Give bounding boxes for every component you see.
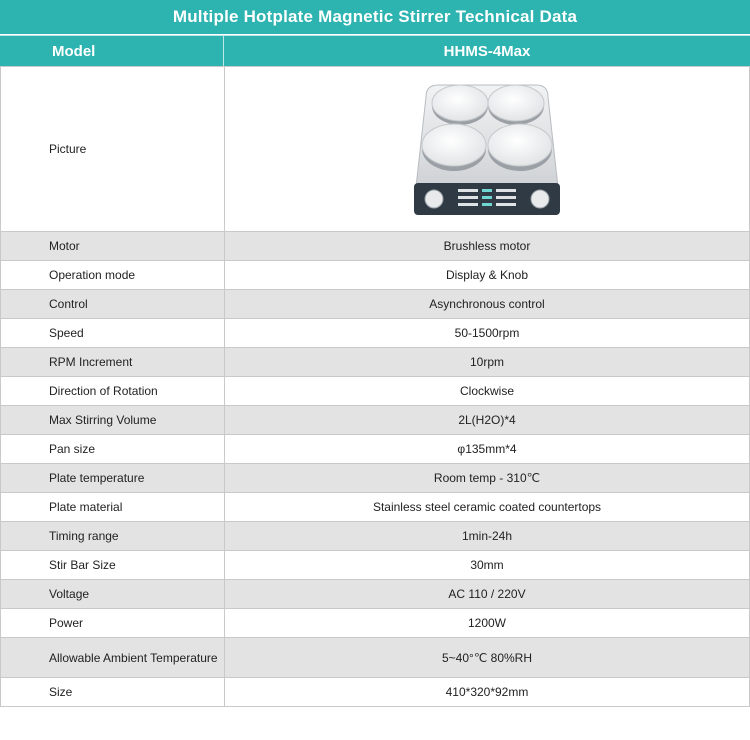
spec-label: Stir Bar Size: [1, 551, 225, 580]
spec-value: 410*320*92mm: [225, 678, 750, 707]
picture-label: Picture: [1, 67, 225, 232]
spec-label: Speed: [1, 319, 225, 348]
spec-table: [0, 66, 750, 707]
spec-label: Plate material: [1, 493, 225, 522]
spec-value: φ135mm*4: [225, 435, 750, 464]
spec-row: [1, 609, 750, 638]
model-header-row: [0, 35, 750, 66]
picture-row: [1, 67, 750, 232]
spec-row: [1, 638, 750, 678]
spec-row: [1, 261, 750, 290]
spec-label: Motor: [1, 232, 225, 261]
spec-label: Pan size: [1, 435, 225, 464]
spec-row: [1, 377, 750, 406]
spec-value: 2L(H2O)*4: [225, 406, 750, 435]
spec-value: Room temp - 310℃: [225, 464, 750, 493]
spec-label: Power: [1, 609, 225, 638]
model-value: HHMS-4Max: [443, 42, 531, 60]
spec-value: Display & Knob: [225, 261, 750, 290]
spec-value: Asynchronous control: [225, 290, 750, 319]
spec-label: Max Stirring Volume: [1, 406, 225, 435]
spec-label: Voltage: [1, 580, 225, 609]
spec-value: 50-1500rpm: [225, 319, 750, 348]
spec-label: Control: [1, 290, 225, 319]
spec-rows: [1, 232, 750, 707]
spec-row: [1, 493, 750, 522]
spec-value: Clockwise: [225, 377, 750, 406]
spec-row: [1, 232, 750, 261]
spec-value: AC 110 / 220V: [225, 580, 750, 609]
spec-label: Allowable Ambient Temperature: [1, 638, 225, 678]
spec-value: Brushless motor: [225, 232, 750, 261]
spec-row: [1, 551, 750, 580]
spec-label: Operation mode: [1, 261, 225, 290]
spec-label: Direction of Rotation: [1, 377, 225, 406]
spec-row: [1, 290, 750, 319]
spec-label: Size: [1, 678, 225, 707]
hotplate-stirrer-image: [412, 79, 562, 219]
spec-label: Plate temperature: [1, 464, 225, 493]
spec-value: 1min-24h: [225, 522, 750, 551]
spec-label: Timing range: [1, 522, 225, 551]
spec-row: [1, 522, 750, 551]
spec-row: [1, 580, 750, 609]
spec-value: 30mm: [225, 551, 750, 580]
spec-row: [1, 348, 750, 377]
sheet-title: Multiple Hotplate Magnetic Stirrer Technical Data: [0, 0, 750, 35]
product-image-cell: [225, 67, 750, 232]
spec-row: [1, 678, 750, 707]
spec-value: 10rpm: [225, 348, 750, 377]
spec-value: Stainless steel ceramic coated countertops: [225, 493, 750, 522]
spec-label: RPM Increment: [1, 348, 225, 377]
model-label: Model: [0, 36, 224, 66]
spec-row: [1, 435, 750, 464]
spec-row: [1, 406, 750, 435]
spec-value: 5~40°℃ 80%RH: [225, 638, 750, 678]
spec-row: [1, 464, 750, 493]
spec-row: [1, 319, 750, 348]
spec-value: 1200W: [225, 609, 750, 638]
